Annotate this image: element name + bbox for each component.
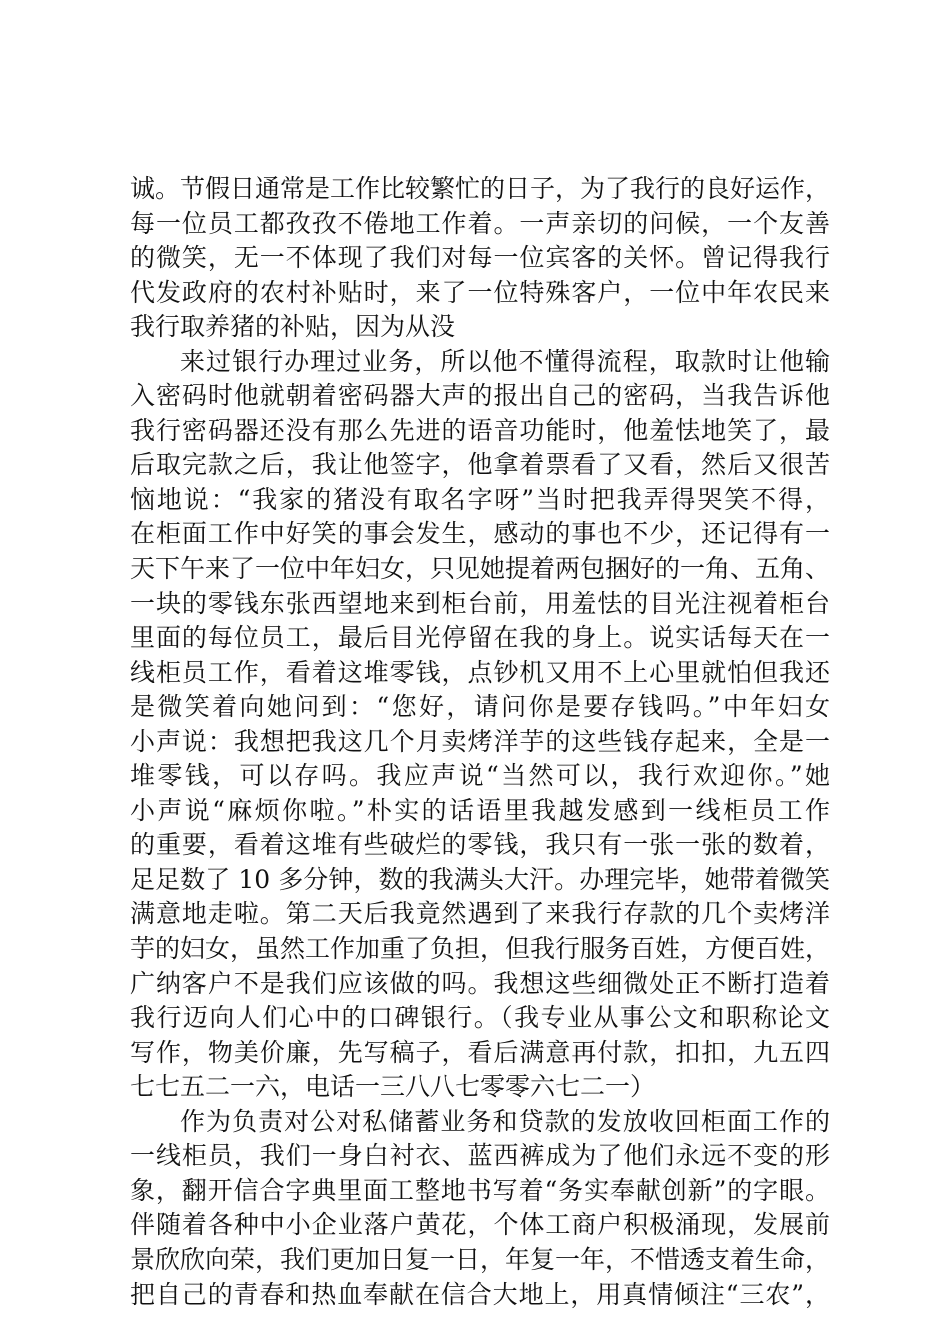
body-text bbox=[130, 172, 830, 1312]
text-line: 足足数了 10 多分钟，数的我满头大汗。办理完毕，她带着微笑 bbox=[130, 864, 830, 894]
text-line: 景欣欣向荣，我们更加日复一日，年复一年，不惜透支着生命， bbox=[130, 1244, 831, 1274]
text-line: 芋的妇女，虽然工作加重了负担，但我行服务百姓，方便百姓， bbox=[130, 934, 831, 964]
text-line: 的微笑，无一不体现了我们对每一位宾客的关怀。曾记得我行 bbox=[130, 243, 830, 273]
text-line: 小声说“麻烦你啦。”朴实的话语里我越发感到一线柜员工作 bbox=[130, 795, 830, 825]
text-line: 天下午来了一位中年妇女，只见她提着两包捆好的一角、五角、 bbox=[130, 554, 831, 584]
text-line: 是微笑着向她问到：“您好，请问你是要存钱吗。”中年妇女 bbox=[130, 692, 830, 722]
text-line: 广纳客户不是我们应该做的吗。我想这些细微处正不断打造着 bbox=[130, 968, 830, 998]
text-line: 把自己的青春和热血奉献在信合大地上，用真情倾注“三农”， bbox=[130, 1279, 830, 1309]
text-line: 七七五二一六，电话一三八八七零零六七二一） bbox=[130, 1072, 656, 1102]
text-line: 我行取养猪的补贴，因为从没 bbox=[130, 312, 456, 342]
text-line: 堆零钱，可以存吗。我应声说“当然可以，我行欢迎你。”她 bbox=[130, 761, 830, 791]
text-line: 恼地说：“我家的猪没有取名字呀”当时把我弄得哭笑不得， bbox=[130, 484, 830, 514]
text-line: 里面的每位员工，最后目光停留在我的身上。说实话每天在一 bbox=[130, 623, 830, 653]
text-line: 满意地走啦。第二天后我竟然遇到了来我行存款的几个卖烤洋 bbox=[130, 899, 830, 929]
text-line: 我行迈向人们心中的口碑银行。（我专业从事公文和职称论文 bbox=[130, 1003, 830, 1033]
paragraph-start-line: 来过银行办理过业务，所以他不懂得流程，取款时让他输 bbox=[180, 346, 830, 376]
text-line: 每一位员工都孜孜不倦地工作着。一声亲切的问候，一个友善 bbox=[130, 208, 830, 238]
text-line: 代发政府的农村补贴时，来了一位特殊客户，一位中年农民来 bbox=[130, 277, 830, 307]
text-line: 象，翻开信合字典里面工整地书写着“务实奉献创新”的字眼。 bbox=[130, 1175, 830, 1205]
text-line: 伴随着各种中小企业落户黄花，个体工商户积极涌现，发展前 bbox=[130, 1210, 830, 1240]
text-line: 诚。节假日通常是工作比较繁忙的日子，为了我行的良好运作， bbox=[130, 174, 831, 203]
text-line: 入密码时他就朝着密码器大声的报出自己的密码，当我告诉他 bbox=[130, 381, 830, 411]
text-line: 的重要，看着这堆有些破烂的零钱，我只有一张一张的数着， bbox=[130, 830, 830, 860]
paragraph-start-line: 作为负责对公对私储蓄业务和贷款的发放收回柜面工作的 bbox=[180, 1106, 830, 1136]
text-line: 线柜员工作，看着这堆零钱，点钞机又用不上心里就怕但我还 bbox=[130, 657, 830, 687]
text-line: 一线柜员，我们一身白衬衣、蓝西裤成为了他们永远不变的形 bbox=[130, 1141, 830, 1171]
text-line: 我行密码器还没有那么先进的语音功能时，他羞怯地笑了，最 bbox=[130, 415, 830, 445]
text-line: 小声说：我想把我这几个月卖烤洋芋的这些钱存起来，全是一 bbox=[130, 726, 830, 756]
text-line: 在柜面工作中好笑的事会发生，感动的事也不少，还记得有一 bbox=[130, 519, 830, 549]
text-line: 写作，物美价廉，先写稿子，看后满意再付款，扣扣，九五四 bbox=[130, 1037, 830, 1067]
text-line: 后取完款之后，我让他签字，他拿着票看了又看，然后又很苦 bbox=[130, 450, 830, 480]
text-line: 一块的零钱东张西望地来到柜台前，用羞怯的目光注视着柜台 bbox=[130, 588, 830, 618]
